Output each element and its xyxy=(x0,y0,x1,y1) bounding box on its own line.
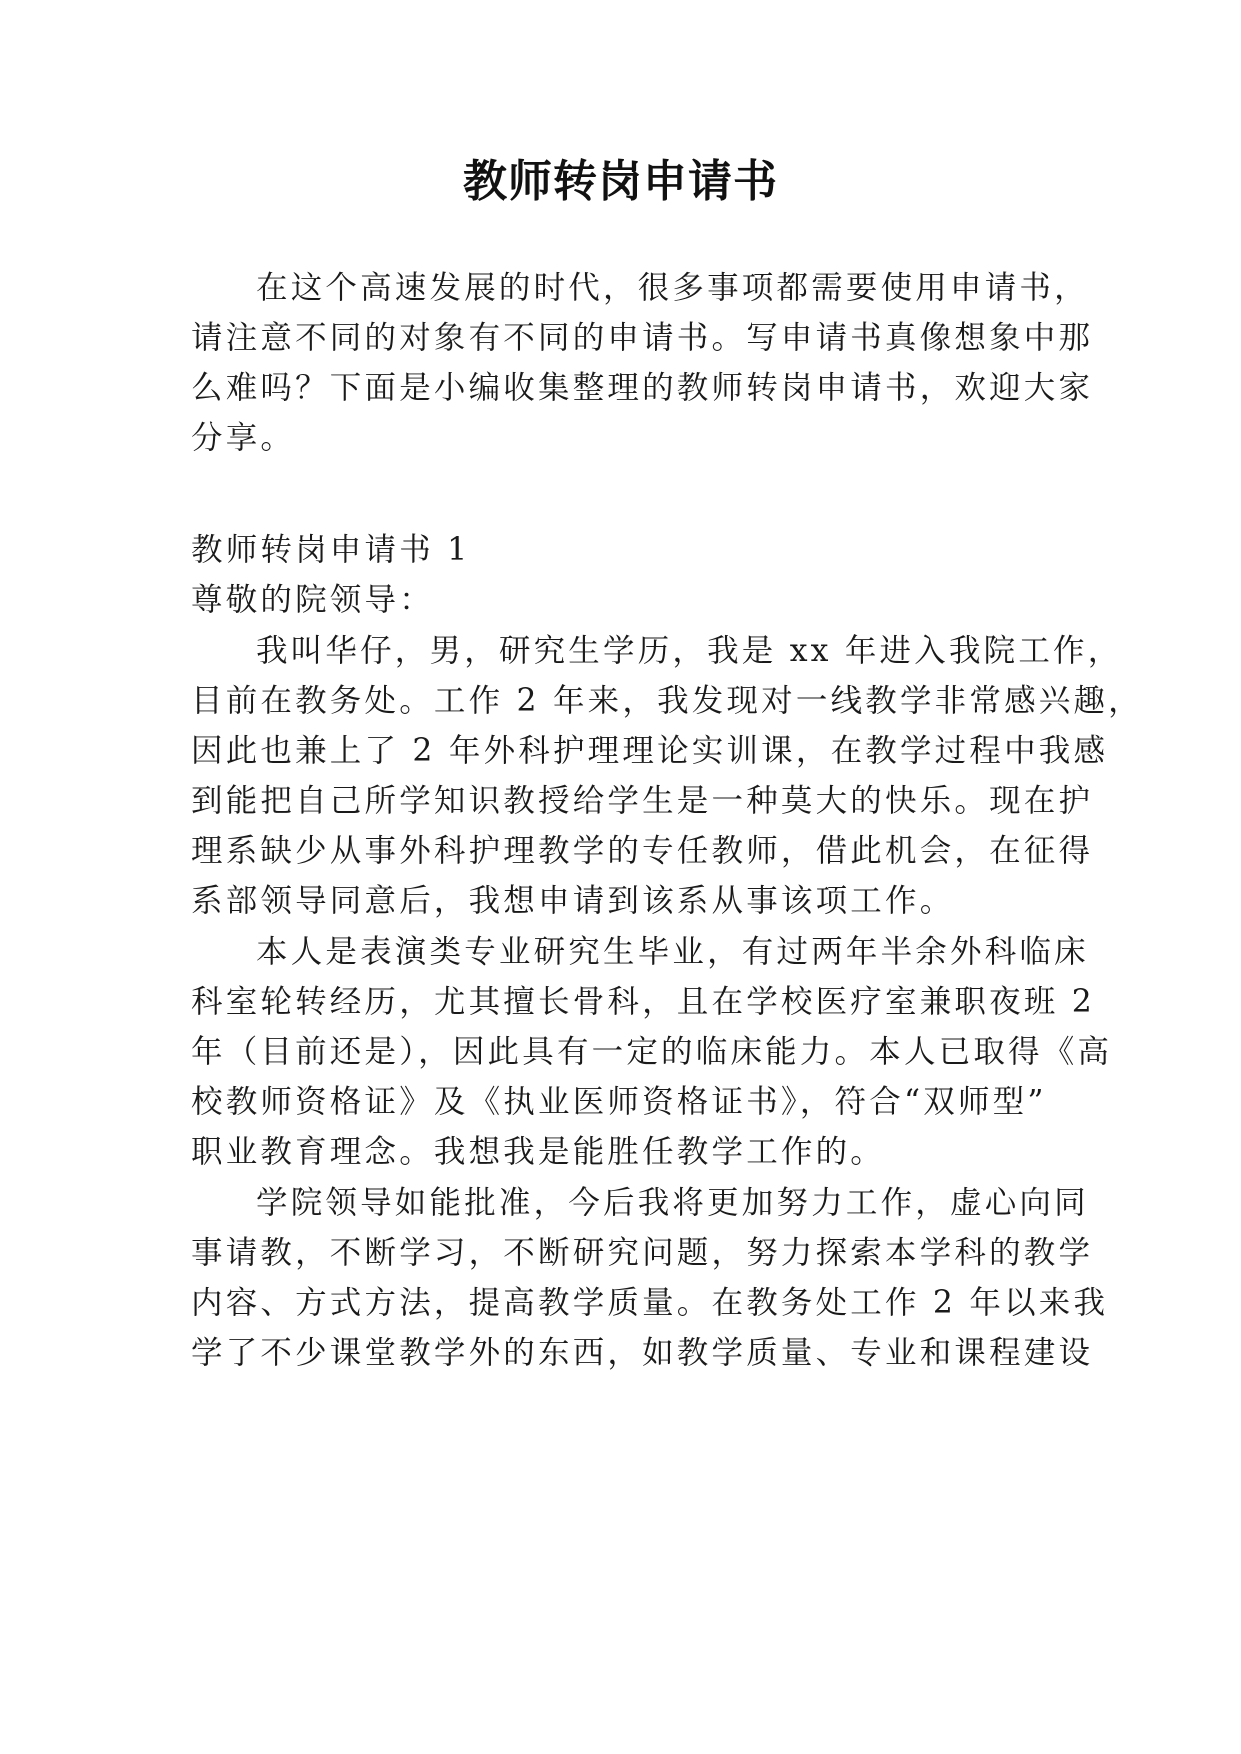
paragraph2-line-4: 校教师资格证》及《执业医师资格证书》，符合“双师型” xyxy=(191,1084,1047,1120)
paragraph2-line-5: 职业教育理念。我想我是能胜任教学工作的。 xyxy=(191,1134,886,1170)
intro-line-1: 在这个高速发展的时代，很多事项都需要使用申请书， xyxy=(256,270,1089,306)
paragraph1-line-2: 目前在教务处。工作 2 年来，我发现对一线教学非常感兴趣， xyxy=(191,683,1143,719)
paragraph3-line-4: 学了不少课堂教学外的东西，如教学质量、专业和课程建设 xyxy=(191,1335,1094,1371)
paragraph2-line-2: 科室轮转经历，尤其擅长骨科，且在学校医疗室兼职夜班 2 xyxy=(191,984,1095,1020)
salutation: 尊敬的院领导： xyxy=(191,582,434,618)
paragraph3-line-3: 内容、方式方法，提高教学质量。在教务处工作 2 年以来我 xyxy=(191,1285,1109,1321)
paragraph3-line-1: 学院领导如能批准，今后我将更加努力工作，虚心向同 xyxy=(256,1185,1089,1221)
paragraph1-line-5: 理系缺少从事外科护理教学的专任教师，借此机会，在征得 xyxy=(191,833,1094,869)
paragraph3-line-2: 事请教，不断学习，不断研究问题，努力探索本学科的教学 xyxy=(191,1235,1094,1271)
paragraph1-line-4: 到能把自己所学知识教授给学生是一种莫大的快乐。现在护 xyxy=(191,783,1094,819)
paragraph1-line-3: 因此也兼上了 2 年外科护理理论实训课，在教学过程中我感 xyxy=(191,733,1109,769)
paragraph2-line-3: 年（目前还是），因此具有一定的临床能力。本人已取得《高 xyxy=(191,1034,1113,1070)
intro-line-3: 么难吗？下面是小编收集整理的教师转岗申请书，欢迎大家 xyxy=(191,370,1094,406)
paragraph1-line-6: 系部领导同意后，我想申请到该系从事该项工作。 xyxy=(191,883,955,919)
paragraph1-line-1: 我叫华仔，男，研究生学历，我是 xx 年进入我院工作， xyxy=(256,633,1123,669)
intro-line-2: 请注意不同的对象有不同的申请书。写申请书真像想象中那 xyxy=(191,320,1094,356)
paragraph2-line-1: 本人是表演类专业研究生毕业，有过两年半余外科临床 xyxy=(256,934,1089,970)
intro-line-4: 分享。 xyxy=(191,420,296,456)
document-title: 教师转岗申请书 xyxy=(463,156,778,207)
section-heading: 教师转岗申请书 1 xyxy=(191,532,471,568)
